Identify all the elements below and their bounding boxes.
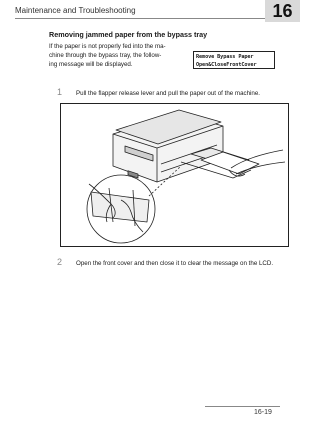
page-number: 16-19 <box>254 409 272 416</box>
intro-line: ing message will be displayed. <box>49 61 133 68</box>
intro-paragraph <box>49 42 184 69</box>
running-header-title: Maintenance and Troubleshooting <box>15 6 136 15</box>
illustration-frame <box>60 103 289 247</box>
section-title: Removing jammed paper from the bypass tray <box>49 30 208 39</box>
lcd-message-display <box>193 51 275 69</box>
footer-divider <box>205 406 280 407</box>
header-divider <box>15 18 265 19</box>
lcd-line-1: Remove Bypass Paper <box>196 54 254 60</box>
chapter-number: 16 <box>272 0 293 21</box>
intro-line: If the paper is not properly fed into the ma- <box>49 43 166 50</box>
lcd-line-2: Open&CloseFrontCover <box>196 62 257 68</box>
bypass-tray-illustration <box>61 104 288 246</box>
chapter-badge <box>265 0 300 22</box>
step-text: Pull the flapper release lever and pull the paper out of the machine. <box>76 90 261 97</box>
step-text: Open the front cover and then close it to clear the message on the LCD. <box>76 260 274 267</box>
step-number: 2 <box>57 257 63 267</box>
step-number: 1 <box>57 87 63 97</box>
intro-line: chine through the bypass tray, the follow- <box>49 52 162 59</box>
